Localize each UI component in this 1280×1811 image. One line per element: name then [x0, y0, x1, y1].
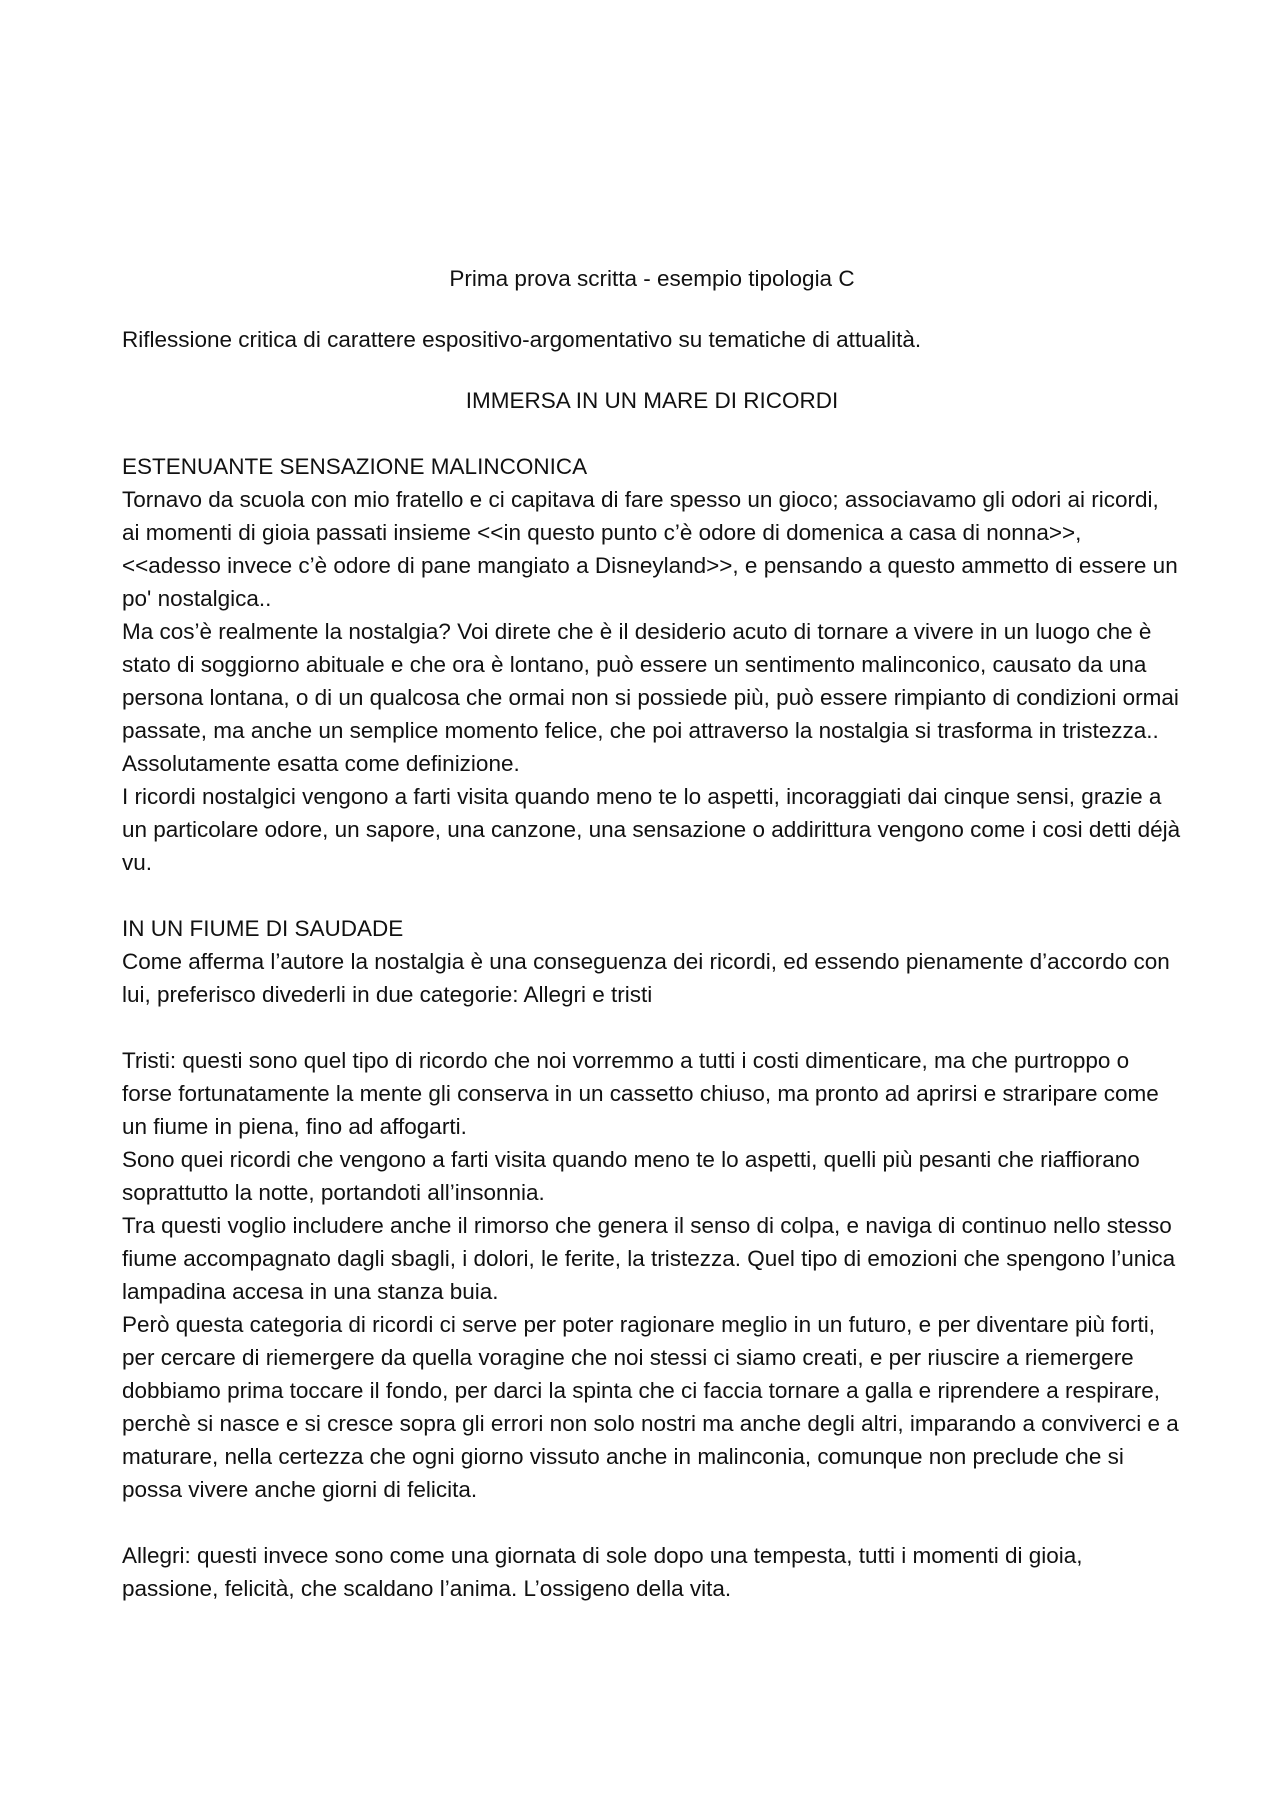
document-subtitle: Riflessione critica di carattere espositivo-argomentativo su tematiche di attualità. [122, 327, 922, 352]
paragraph: I ricordi nostalgici vengono a farti visita quando meno te lo aspetti, incoraggiati dai cinque sensi, grazie a un particolare odore, un sapore, una canzone, una sensazione o addirittura vengono come i cosi detti déjà vu. [122, 784, 1181, 875]
document-body [122, 262, 1182, 1605]
paragraph: Allegri: questi invece sono come una giornata di sole dopo una tempesta, tutti i momenti di gioia, passione, felicità, che scaldano l’anima. L’ossigeno della vita. [122, 1543, 1083, 1601]
page-title: Prima prova scritta - esempio tipologia C [449, 266, 855, 291]
paragraph: Tornavo da scuola con mio fratello e ci capitava di fare spesso un gioco; associavamo gli odori ai ricordi, ai momenti di gioia passati insieme <<in questo punto c’è odore di domenica a casa di nonna>>, <<adesso invece c’è odore di pane mangiato a Disneyland>>, e pensando a questo ammetto di essere un po' nostalgica.. [122, 487, 1178, 611]
paragraph: Ma cos’è realmente la nostalgia? Voi direte che è il desiderio acuto di tornare a vivere in un luogo che è stato di soggiorno abituale e che ora è lontano, può essere un sentimento malinconico, causato da una persona lontana, o di un qualcosa che ormai non si possiede più, può essere rimpianto di condizioni ormai passate, ma anche un semplice momento felice, che poi attraverso la nostalgia si trasforma in tristezza.. [122, 619, 1179, 743]
paragraph: Assolutamente esatta come definizione. [122, 751, 520, 776]
paragraph: Tra questi voglio includere anche il rimorso che genera il senso di colpa, e naviga di continuo nello stesso fiume accompagnato dagli sbagli, i dolori, le ferite, la tristezza. Quel tipo di emozioni che spengono l’unica lampadina accesa in una stanza buia. [122, 1213, 1176, 1304]
section-heading: IN UN FIUME DI SAUDADE [122, 916, 404, 941]
paragraph: Come afferma l’autore la nostalgia è una conseguenza dei ricordi, ed essendo pienamente d’accordo con lui, preferisco divederli in due categorie: Allegri e tristi [122, 949, 1170, 1007]
paragraph: Però questa categoria di ricordi ci serve per poter ragionare meglio in un futuro, e per diventare più forti, per cercare di riemergere da quella voragine che noi stessi ci siamo creati, e per riuscire a riemergere dobbiamo prima toccare il fondo, per darci la spinta che ci faccia tornare a galla e riprendere a respirare, perchè si nasce e si cresce sopra gli errori non solo nostri ma anche degli altri, imparando a conviverci e a maturare, nella certezza che ogni giorno vissuto anche in malinconia, comunque non preclude che si possa vivere anche giorni di felicita. [122, 1312, 1179, 1502]
essay-title: IMMERSA IN UN MARE DI RICORDI [465, 388, 839, 413]
paragraph: Sono quei ricordi che vengono a farti visita quando meno te lo aspetti, quelli più pesanti che riaffiorano soprattutto la notte, portandoti all’insonnia. [122, 1147, 1140, 1205]
section-heading: ESTENUANTE SENSAZIONE MALINCONICA [122, 454, 588, 479]
paragraph: Tristi: questi sono quel tipo di ricordo che noi vorremmo a tutti i costi dimenticare, ma che purtroppo o forse fortunatamente la mente gli conserva in un cassetto chiuso, ma pronto ad aprirsi e straripare come un fiume in piena, fino ad affogarti. [122, 1048, 1159, 1139]
